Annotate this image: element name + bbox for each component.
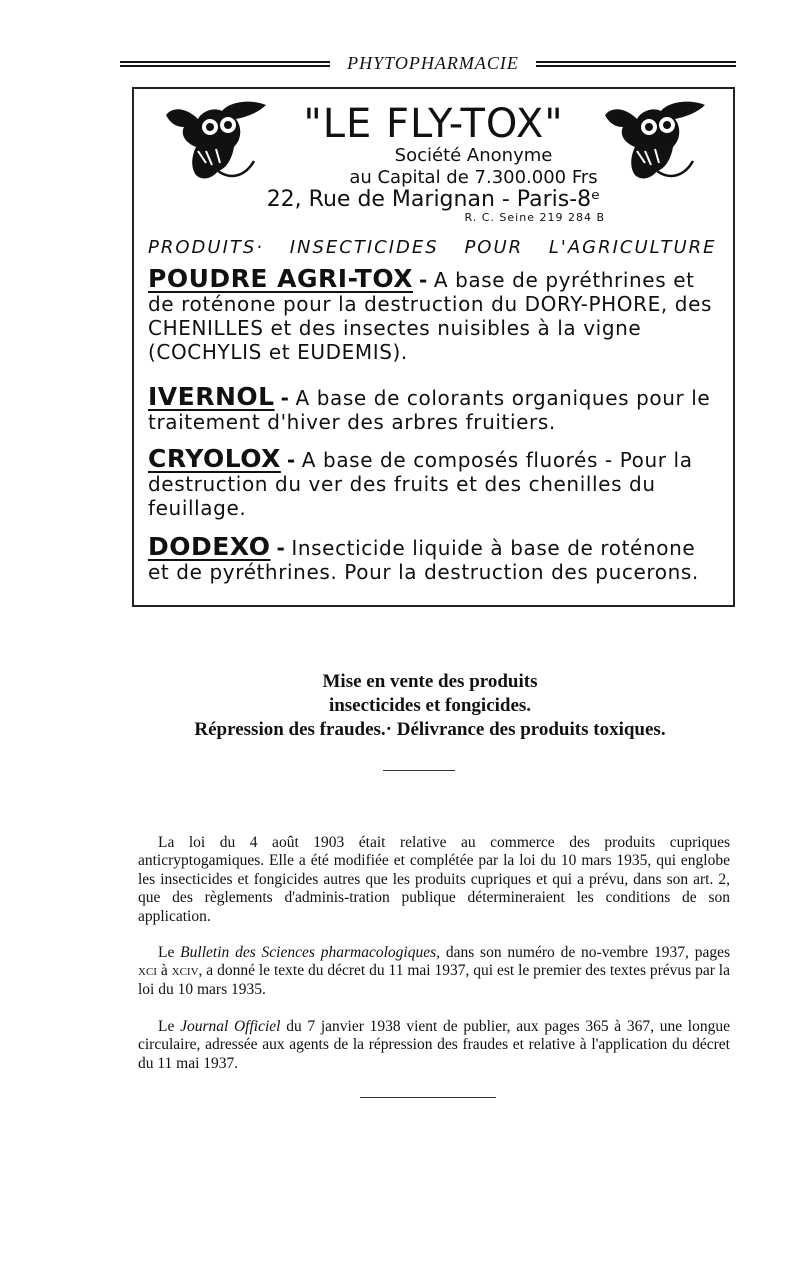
bulletin-title: Bulletin des Sciences pharmacologiques, bbox=[180, 943, 440, 961]
product-name: CRYOLOX bbox=[148, 444, 281, 473]
article-title-line3: Répression des fraudes.· Délivrance des produits toxiques. bbox=[194, 719, 666, 740]
journal-title: Journal Officiel bbox=[180, 1017, 281, 1035]
header-rule-right bbox=[536, 61, 736, 67]
running-title: PHYTOPHARMACIE bbox=[347, 53, 519, 73]
product-description: A base de composés fluorés - Pour la destruction du ver des fruits et des chenilles du feuillage. bbox=[148, 448, 693, 520]
para-text: du 7 janvier 1938 vient de publier, aux pages 365 à 367, une longue circulaire, adressée aux agents de la répression des fraudes et relative à l'application du décret du 11 mai 1937. bbox=[138, 1017, 730, 1072]
advertisement-box bbox=[132, 87, 735, 607]
header-rule-left bbox=[120, 61, 330, 67]
company-capital: au Capital de 7.300.000 Frs bbox=[349, 167, 598, 188]
article-paragraph-1: La loi du 4 août 1903 était relative au commerce des produits cupriques anticryptogamiques. Elle a été modifiée et complétée par la loi du 10 mars 1935, qui englobe les insecticides et fongicides autres que les produits cupriques et qui a prévu, dans son art. 2, que des règlements d'adminis-tration publique détermineraient les conditions de son application. bbox=[138, 833, 730, 925]
product-description: Insecticide liquide à base de roténone et de pyréthrines. Pour la destruction des pucerons. bbox=[148, 536, 699, 584]
product-dash: - bbox=[286, 448, 296, 472]
company-type: Société Anonyme bbox=[394, 145, 553, 166]
product-dash: - bbox=[276, 536, 286, 560]
para-text: à bbox=[156, 962, 172, 980]
page-roman-end: xciv bbox=[171, 962, 199, 980]
product-dodexo bbox=[148, 532, 723, 584]
product-dash: - bbox=[280, 386, 290, 410]
company-address: 22, Rue de Marignan - Paris-8ᵉ bbox=[266, 187, 601, 212]
page-roman-start: xci bbox=[138, 962, 157, 980]
product-cryolox bbox=[148, 444, 723, 520]
article-paragraph-2 bbox=[138, 944, 730, 1000]
product-dash: - bbox=[418, 268, 428, 292]
article-title bbox=[0, 670, 800, 742]
company-registration: R. C. Seine 219 284 B bbox=[464, 211, 605, 224]
product-name: POUDRE AGRI-TOX bbox=[148, 264, 413, 293]
product-agri-tox bbox=[148, 264, 723, 364]
end-divider bbox=[360, 1097, 496, 1098]
section-divider bbox=[383, 770, 455, 771]
article-title-line2: insecticides et fongicides. bbox=[328, 695, 532, 716]
ad-headline: PRODUITS· INSECTICIDES POUR L'AGRICULTURE bbox=[148, 237, 717, 258]
article-paragraph-3 bbox=[138, 1018, 730, 1074]
article-title-line1: Mise en vente des produits bbox=[322, 671, 538, 692]
para-text: , a donné le texte du décret du 11 mai 1937, qui est le premier des textes prévus par la loi du 10 mars 1935. bbox=[138, 962, 730, 998]
product-description: A base de colorants organiques pour le traitement d'hiver des arbres fruitiers. bbox=[148, 386, 711, 434]
product-name: DODEXO bbox=[148, 532, 271, 561]
para-text: Le bbox=[158, 1017, 181, 1035]
para-text: dans son numéro de no-vembre 1937, pages bbox=[440, 943, 730, 961]
running-header bbox=[120, 54, 736, 76]
company-name: "LE FLY-TOX" bbox=[303, 101, 564, 147]
para-text: Le bbox=[158, 943, 181, 961]
product-name: IVERNOL bbox=[148, 382, 275, 411]
product-description: A base de pyréthrines et de roténone pour la destruction du DORY-PHORE, des CHENILLES et des insectes nuisibles à la vigne (COCHYLIS et EUDEMIS). bbox=[148, 268, 713, 364]
product-ivernol bbox=[148, 382, 723, 434]
